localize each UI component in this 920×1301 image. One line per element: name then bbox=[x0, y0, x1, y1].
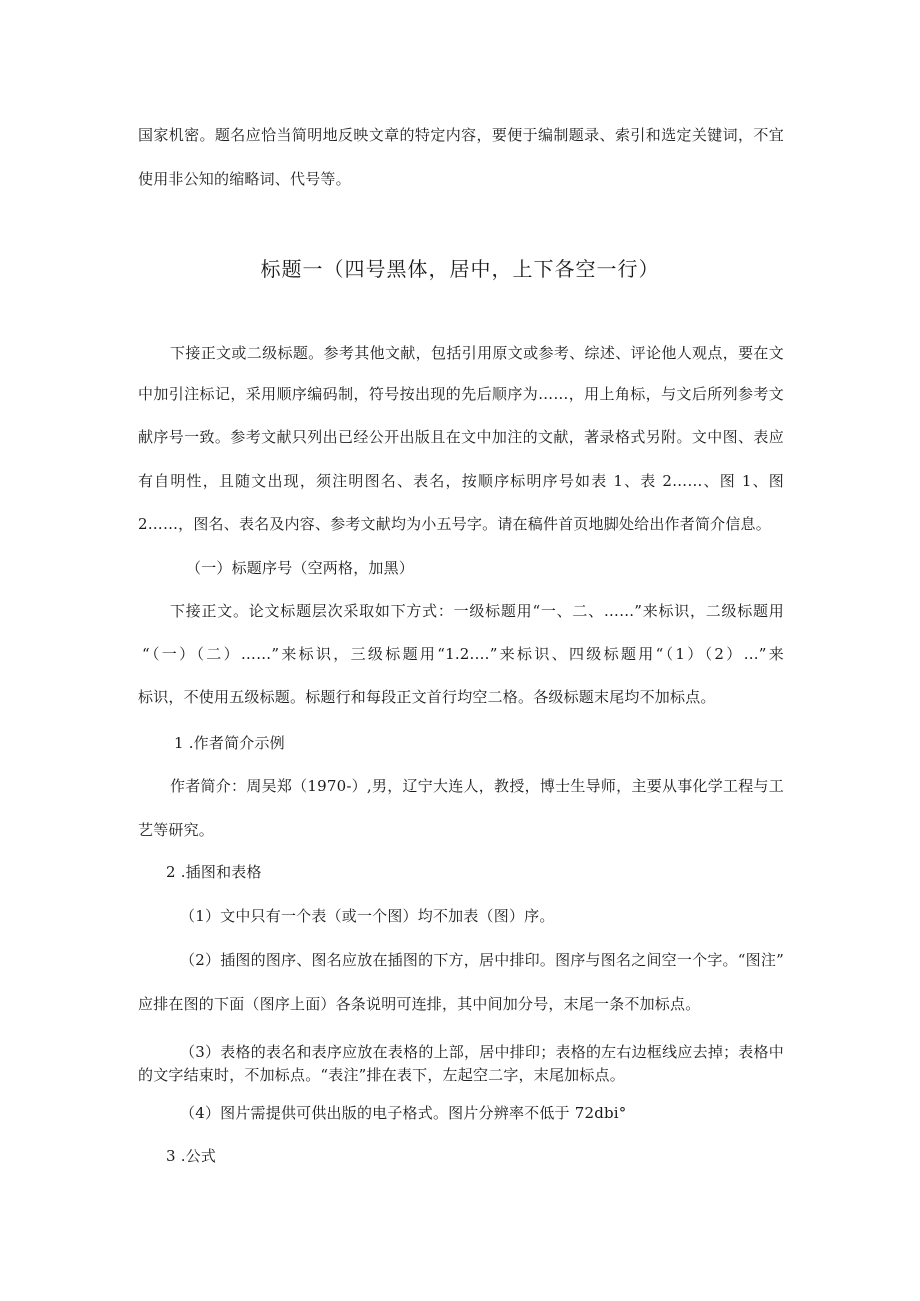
subheading: （一）标题序号（空两格，加黑） bbox=[186, 559, 415, 577]
para2-line-3: 标识，不使用五级标题。标题行和每段正文首行均空二格。各级标题末尾均不加标点。 bbox=[138, 688, 716, 706]
intro-line-2: 使用非公知的缩略词、代号等。 bbox=[138, 170, 351, 188]
item2-para-1: （1）文中只有一个表（或一个图）均不加表（图）序。 bbox=[180, 907, 555, 925]
para2-line-2: “（一）（二）……”来标识，三级标题用“1.2.…”来标识、四级标题用“（1）（2）…”来 bbox=[142, 645, 784, 663]
intro-line-1: 国家机密。题名应恰当简明地反映文章的特定内容，要便于编制题录、索引和选定关键词，不宜 bbox=[138, 126, 784, 144]
para1-line-1: 下接正文或二级标题。参考其他文献，包括引用原文或参考、综述、评论他人观点，要在文 bbox=[170, 344, 784, 362]
heading-level-1: 标题一（四号黑体，居中，上下各空一行） bbox=[260, 257, 660, 281]
para1-line-4: 有自明性，且随文出现，须注明图名、表名，按顺序标明序号如表 1、表 2……、图 1、图 bbox=[138, 472, 784, 490]
item2-para-3-line-1: （3）表格的表名和表序应放在表格的上部，居中排印；表格的左右边框线应去掉；表格中 bbox=[180, 1043, 784, 1061]
item2-para-2-line-1: （2）插图的图序、图名应放在插图的下方，居中排印。图序与图名之间空一个字。“图注” bbox=[180, 951, 784, 969]
item1-line-1: 作者简介：周吴郑（1970-）,男，辽宁大连人，教授，博士生导师，主要从事化学工程与工 bbox=[170, 777, 784, 795]
para1-line-3: 献序号一致。参考文献只列出已经公开出版且在文中加注的文献，著录格式另附。文中图、表应 bbox=[138, 428, 784, 446]
para1-line-5: 2……，图名、表名及内容、参考文献均为小五号字。请在稿件首页地脚处给出作者简介信息。 bbox=[138, 515, 771, 533]
para2-line-1: 下接正文。论文标题层次采取如下方式：一级标题用“一、二、……”来标识，二级标题用 bbox=[170, 602, 784, 620]
para1-line-2: 中加引注标记，采用顺序编码制，符号按出现的先后顺序为……，用上角标，与文后所列参考文 bbox=[138, 385, 784, 403]
item2-para-3-line-2: 的文字结束时，不加标点。“表注”排在表下，左起空二字，末尾加标点。 bbox=[138, 1066, 625, 1084]
item2-para-4: （4）图片需提供可供出版的电子格式。图片分辨率不低于 72dbi° bbox=[180, 1104, 627, 1122]
item1-title: 1 .作者简介示例 bbox=[174, 734, 285, 752]
item2-para-2-line-2: 应排在图的下面（图序上面）各条说明可连排，其中间加分号，末尾一条不加标点。 bbox=[138, 995, 701, 1013]
item3-title: 3 .公式 bbox=[166, 1147, 217, 1165]
item1-line-2: 艺等研究。 bbox=[138, 821, 215, 839]
item2-title: 2 .插图和表格 bbox=[166, 863, 262, 881]
